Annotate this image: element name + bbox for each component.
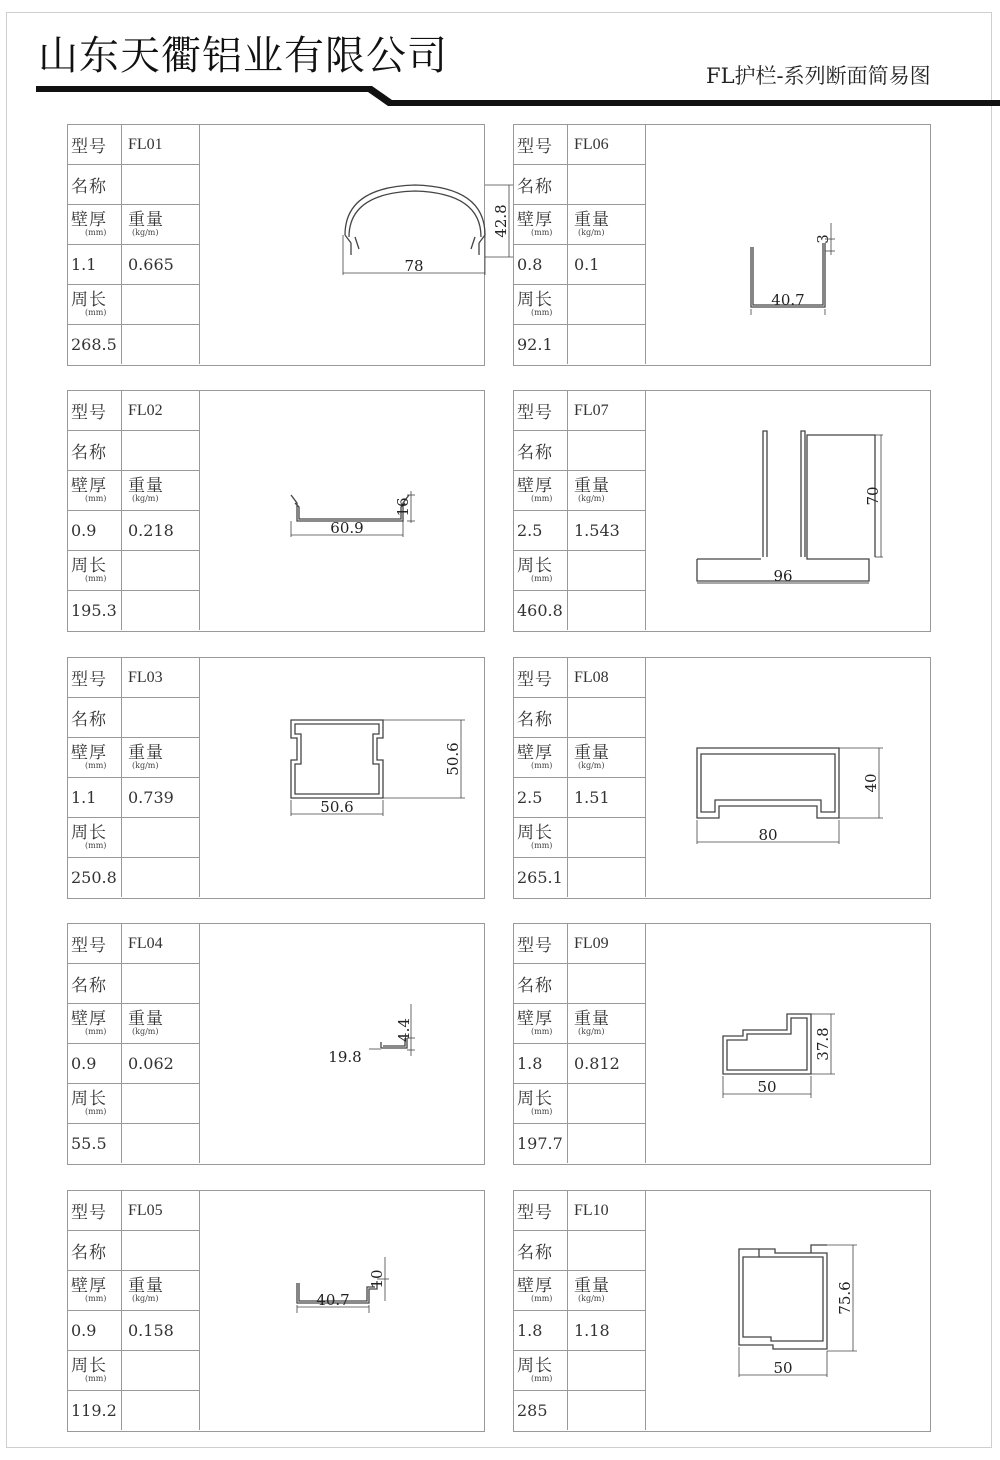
perimeter-value: 119.2 bbox=[68, 1391, 122, 1431]
perimeter-blank bbox=[568, 1084, 646, 1124]
profile-drawing bbox=[639, 391, 931, 631]
blank-cell bbox=[568, 1391, 646, 1431]
perimeter-label: 周长 (mm) bbox=[68, 818, 122, 858]
wall-value: 1.1 bbox=[68, 778, 122, 818]
name-label: 名称 bbox=[68, 431, 122, 471]
dimension-width: 50 bbox=[773, 1359, 793, 1377]
profile-drawing bbox=[639, 658, 931, 898]
model-label: 型号 bbox=[68, 1191, 122, 1231]
name-value bbox=[122, 431, 200, 471]
wall-label: 壁厚 (mm) bbox=[514, 1004, 568, 1044]
spec-table bbox=[68, 658, 200, 897]
model-label: 型号 bbox=[514, 391, 568, 431]
weight-value: 0.739 bbox=[122, 778, 200, 818]
profile-card bbox=[67, 390, 485, 632]
name-label: 名称 bbox=[68, 1231, 122, 1271]
wall-label: 壁厚 (mm) bbox=[68, 205, 122, 245]
weight-value: 0.812 bbox=[568, 1044, 646, 1084]
weight-label: 重量 (kg/m) bbox=[568, 738, 646, 778]
name-value bbox=[568, 698, 646, 738]
blank-cell bbox=[122, 1391, 200, 1431]
perimeter-blank bbox=[568, 818, 646, 858]
weight-label: 重量 (kg/m) bbox=[122, 1004, 200, 1044]
blank-cell bbox=[122, 858, 200, 898]
wall-label: 壁厚 (mm) bbox=[68, 471, 122, 511]
cross-section-svg bbox=[639, 125, 931, 365]
profile-card bbox=[67, 124, 510, 366]
wall-value: 0.9 bbox=[68, 1044, 122, 1084]
wall-value: 2.5 bbox=[514, 511, 568, 551]
weight-label: 重量 (kg/m) bbox=[122, 205, 200, 245]
header-rule bbox=[0, 82, 1000, 108]
dimension-height: 10 bbox=[368, 1269, 386, 1289]
wall-label: 壁厚 (mm) bbox=[514, 471, 568, 511]
profile-card bbox=[67, 657, 485, 899]
spec-table bbox=[68, 125, 200, 364]
model-label: 型号 bbox=[68, 658, 122, 698]
profile-card bbox=[513, 1190, 931, 1432]
profile-card bbox=[513, 390, 931, 632]
perimeter-value: 92.1 bbox=[514, 325, 568, 365]
model-value: FL01 bbox=[122, 125, 200, 165]
perimeter-value: 55.5 bbox=[68, 1124, 122, 1164]
weight-label: 重量 (kg/m) bbox=[122, 738, 200, 778]
spec-table bbox=[68, 1191, 200, 1430]
model-value: FL06 bbox=[568, 125, 646, 165]
dimension-height: 70 bbox=[864, 486, 882, 506]
dimension-height: 75.6 bbox=[836, 1281, 854, 1315]
company-name: 山东天衢铝业有限公司 bbox=[38, 33, 448, 79]
blank-cell bbox=[568, 858, 646, 898]
wall-value: 2.5 bbox=[514, 778, 568, 818]
name-value bbox=[122, 1231, 200, 1271]
perimeter-blank bbox=[122, 551, 200, 591]
perimeter-label: 周长 (mm) bbox=[514, 1084, 568, 1124]
perimeter-blank bbox=[568, 285, 646, 325]
dimension-width: 60.9 bbox=[330, 519, 364, 537]
cross-section-svg bbox=[193, 924, 485, 1164]
dimension-height: 50.6 bbox=[444, 742, 462, 776]
weight-label: 重量 (kg/m) bbox=[568, 205, 646, 245]
spec-table bbox=[68, 391, 200, 630]
profile-drawing bbox=[193, 391, 485, 631]
perimeter-label: 周长 (mm) bbox=[514, 1351, 568, 1391]
model-value: FL10 bbox=[568, 1191, 646, 1231]
wall-value: 1.1 bbox=[68, 245, 122, 285]
wall-value: 1.8 bbox=[514, 1311, 568, 1351]
weight-label: 重量 (kg/m) bbox=[122, 471, 200, 511]
dimension-width: 50 bbox=[757, 1078, 777, 1096]
name-label: 名称 bbox=[68, 698, 122, 738]
profile-card bbox=[67, 923, 485, 1165]
dimension-height: 40 bbox=[862, 773, 880, 793]
profile-drawing bbox=[193, 1191, 485, 1431]
wall-label: 壁厚 (mm) bbox=[68, 1271, 122, 1311]
weight-value: 1.51 bbox=[568, 778, 646, 818]
perimeter-value: 285 bbox=[514, 1391, 568, 1431]
weight-value: 0.218 bbox=[122, 511, 200, 551]
name-value bbox=[568, 431, 646, 471]
weight-label: 重量 (kg/m) bbox=[122, 1271, 200, 1311]
model-label: 型号 bbox=[68, 125, 122, 165]
perimeter-label: 周长 (mm) bbox=[514, 818, 568, 858]
perimeter-value: 265.1 bbox=[514, 858, 568, 898]
model-value: FL05 bbox=[122, 1191, 200, 1231]
model-label: 型号 bbox=[514, 1191, 568, 1231]
dimension-width: 50.6 bbox=[320, 798, 354, 816]
weight-value: 1.18 bbox=[568, 1311, 646, 1351]
catalog-subtitle: FL护栏-系列断面简易图 bbox=[706, 64, 931, 88]
model-value: FL08 bbox=[568, 658, 646, 698]
model-value: FL02 bbox=[122, 391, 200, 431]
name-value bbox=[122, 165, 200, 205]
blank-cell bbox=[568, 591, 646, 631]
name-label: 名称 bbox=[514, 165, 568, 205]
perimeter-value: 250.8 bbox=[68, 858, 122, 898]
name-value bbox=[568, 964, 646, 1004]
wall-label: 壁厚 (mm) bbox=[514, 738, 568, 778]
blank-cell bbox=[568, 1124, 646, 1164]
perimeter-value: 197.7 bbox=[514, 1124, 568, 1164]
weight-value: 1.543 bbox=[568, 511, 646, 551]
cross-section-svg bbox=[639, 1191, 931, 1431]
model-label: 型号 bbox=[68, 924, 122, 964]
model-value: FL09 bbox=[568, 924, 646, 964]
weight-label: 重量 (kg/m) bbox=[568, 1004, 646, 1044]
blank-cell bbox=[122, 591, 200, 631]
perimeter-value: 195.3 bbox=[68, 591, 122, 631]
dimension-height: 3 bbox=[814, 234, 832, 244]
model-label: 型号 bbox=[514, 658, 568, 698]
profile-card bbox=[513, 923, 931, 1165]
perimeter-blank bbox=[122, 818, 200, 858]
name-label: 名称 bbox=[514, 1231, 568, 1271]
weight-label: 重量 (kg/m) bbox=[568, 471, 646, 511]
weight-value: 0.665 bbox=[122, 245, 200, 285]
perimeter-blank bbox=[122, 1084, 200, 1124]
profile-card bbox=[513, 124, 931, 366]
perimeter-label: 周长 (mm) bbox=[68, 285, 122, 325]
spec-table bbox=[514, 391, 646, 630]
spec-table bbox=[514, 658, 646, 897]
wall-label: 壁厚 (mm) bbox=[514, 205, 568, 245]
perimeter-value: 460.8 bbox=[514, 591, 568, 631]
wall-label: 壁厚 (mm) bbox=[514, 1271, 568, 1311]
name-label: 名称 bbox=[68, 165, 122, 205]
perimeter-value: 268.5 bbox=[68, 325, 122, 365]
model-label: 型号 bbox=[514, 125, 568, 165]
dimension-width: 96 bbox=[773, 567, 793, 585]
profile-drawing bbox=[639, 125, 931, 365]
model-value: FL03 bbox=[122, 658, 200, 698]
weight-label: 重量 (kg/m) bbox=[568, 1271, 646, 1311]
wall-label: 壁厚 (mm) bbox=[68, 1004, 122, 1044]
perimeter-label: 周长 (mm) bbox=[68, 551, 122, 591]
wall-value: 0.9 bbox=[68, 1311, 122, 1351]
perimeter-label: 周长 (mm) bbox=[514, 285, 568, 325]
profile-drawing bbox=[639, 1191, 931, 1431]
cross-section-svg bbox=[193, 391, 485, 631]
perimeter-blank bbox=[568, 551, 646, 591]
name-value bbox=[122, 964, 200, 1004]
cross-section-svg bbox=[639, 391, 931, 631]
spec-table bbox=[514, 125, 646, 364]
name-value bbox=[122, 698, 200, 738]
dimension-width: 40.7 bbox=[316, 1291, 350, 1309]
blank-cell bbox=[568, 325, 646, 365]
profile-drawing bbox=[193, 924, 485, 1164]
perimeter-label: 周长 (mm) bbox=[68, 1084, 122, 1124]
dimension-height: 42.8 bbox=[492, 204, 510, 238]
name-label: 名称 bbox=[514, 698, 568, 738]
name-value bbox=[568, 165, 646, 205]
perimeter-blank bbox=[122, 285, 200, 325]
dimension-width: 40.7 bbox=[771, 291, 805, 309]
profile-card bbox=[67, 1190, 485, 1432]
dimension-height: 16 bbox=[394, 497, 412, 517]
blank-cell bbox=[122, 1124, 200, 1164]
spec-table bbox=[514, 1191, 646, 1430]
wall-value: 0.9 bbox=[68, 511, 122, 551]
wall-label: 壁厚 (mm) bbox=[68, 738, 122, 778]
name-label: 名称 bbox=[68, 964, 122, 1004]
wall-value: 1.8 bbox=[514, 1044, 568, 1084]
profile-drawing bbox=[639, 924, 931, 1164]
spec-table bbox=[514, 924, 646, 1163]
name-label: 名称 bbox=[514, 964, 568, 1004]
perimeter-blank bbox=[568, 1351, 646, 1391]
perimeter-label: 周长 (mm) bbox=[514, 551, 568, 591]
weight-value: 0.062 bbox=[122, 1044, 200, 1084]
model-value: FL04 bbox=[122, 924, 200, 964]
dimension-width: 19.8 bbox=[328, 1048, 362, 1066]
cross-section-svg bbox=[639, 924, 931, 1164]
dimension-height: 37.8 bbox=[814, 1027, 832, 1061]
dimension-width: 80 bbox=[758, 826, 778, 844]
model-label: 型号 bbox=[514, 924, 568, 964]
cross-section-svg bbox=[193, 658, 485, 898]
name-label: 名称 bbox=[514, 431, 568, 471]
profile-drawing bbox=[193, 658, 485, 898]
perimeter-blank bbox=[122, 1351, 200, 1391]
cross-section-svg bbox=[639, 658, 931, 898]
blank-cell bbox=[122, 325, 200, 365]
cross-section-svg bbox=[193, 125, 510, 365]
profile-drawing bbox=[193, 125, 510, 365]
spec-table bbox=[68, 924, 200, 1163]
perimeter-label: 周长 (mm) bbox=[68, 1351, 122, 1391]
model-value: FL07 bbox=[568, 391, 646, 431]
profile-card bbox=[513, 657, 931, 899]
weight-value: 0.158 bbox=[122, 1311, 200, 1351]
weight-value: 0.1 bbox=[568, 245, 646, 285]
dimension-width: 78 bbox=[404, 257, 424, 275]
name-value bbox=[568, 1231, 646, 1271]
model-label: 型号 bbox=[68, 391, 122, 431]
dimension-height: 4.4 bbox=[395, 1018, 413, 1042]
cross-section-svg bbox=[193, 1191, 485, 1431]
wall-value: 0.8 bbox=[514, 245, 568, 285]
